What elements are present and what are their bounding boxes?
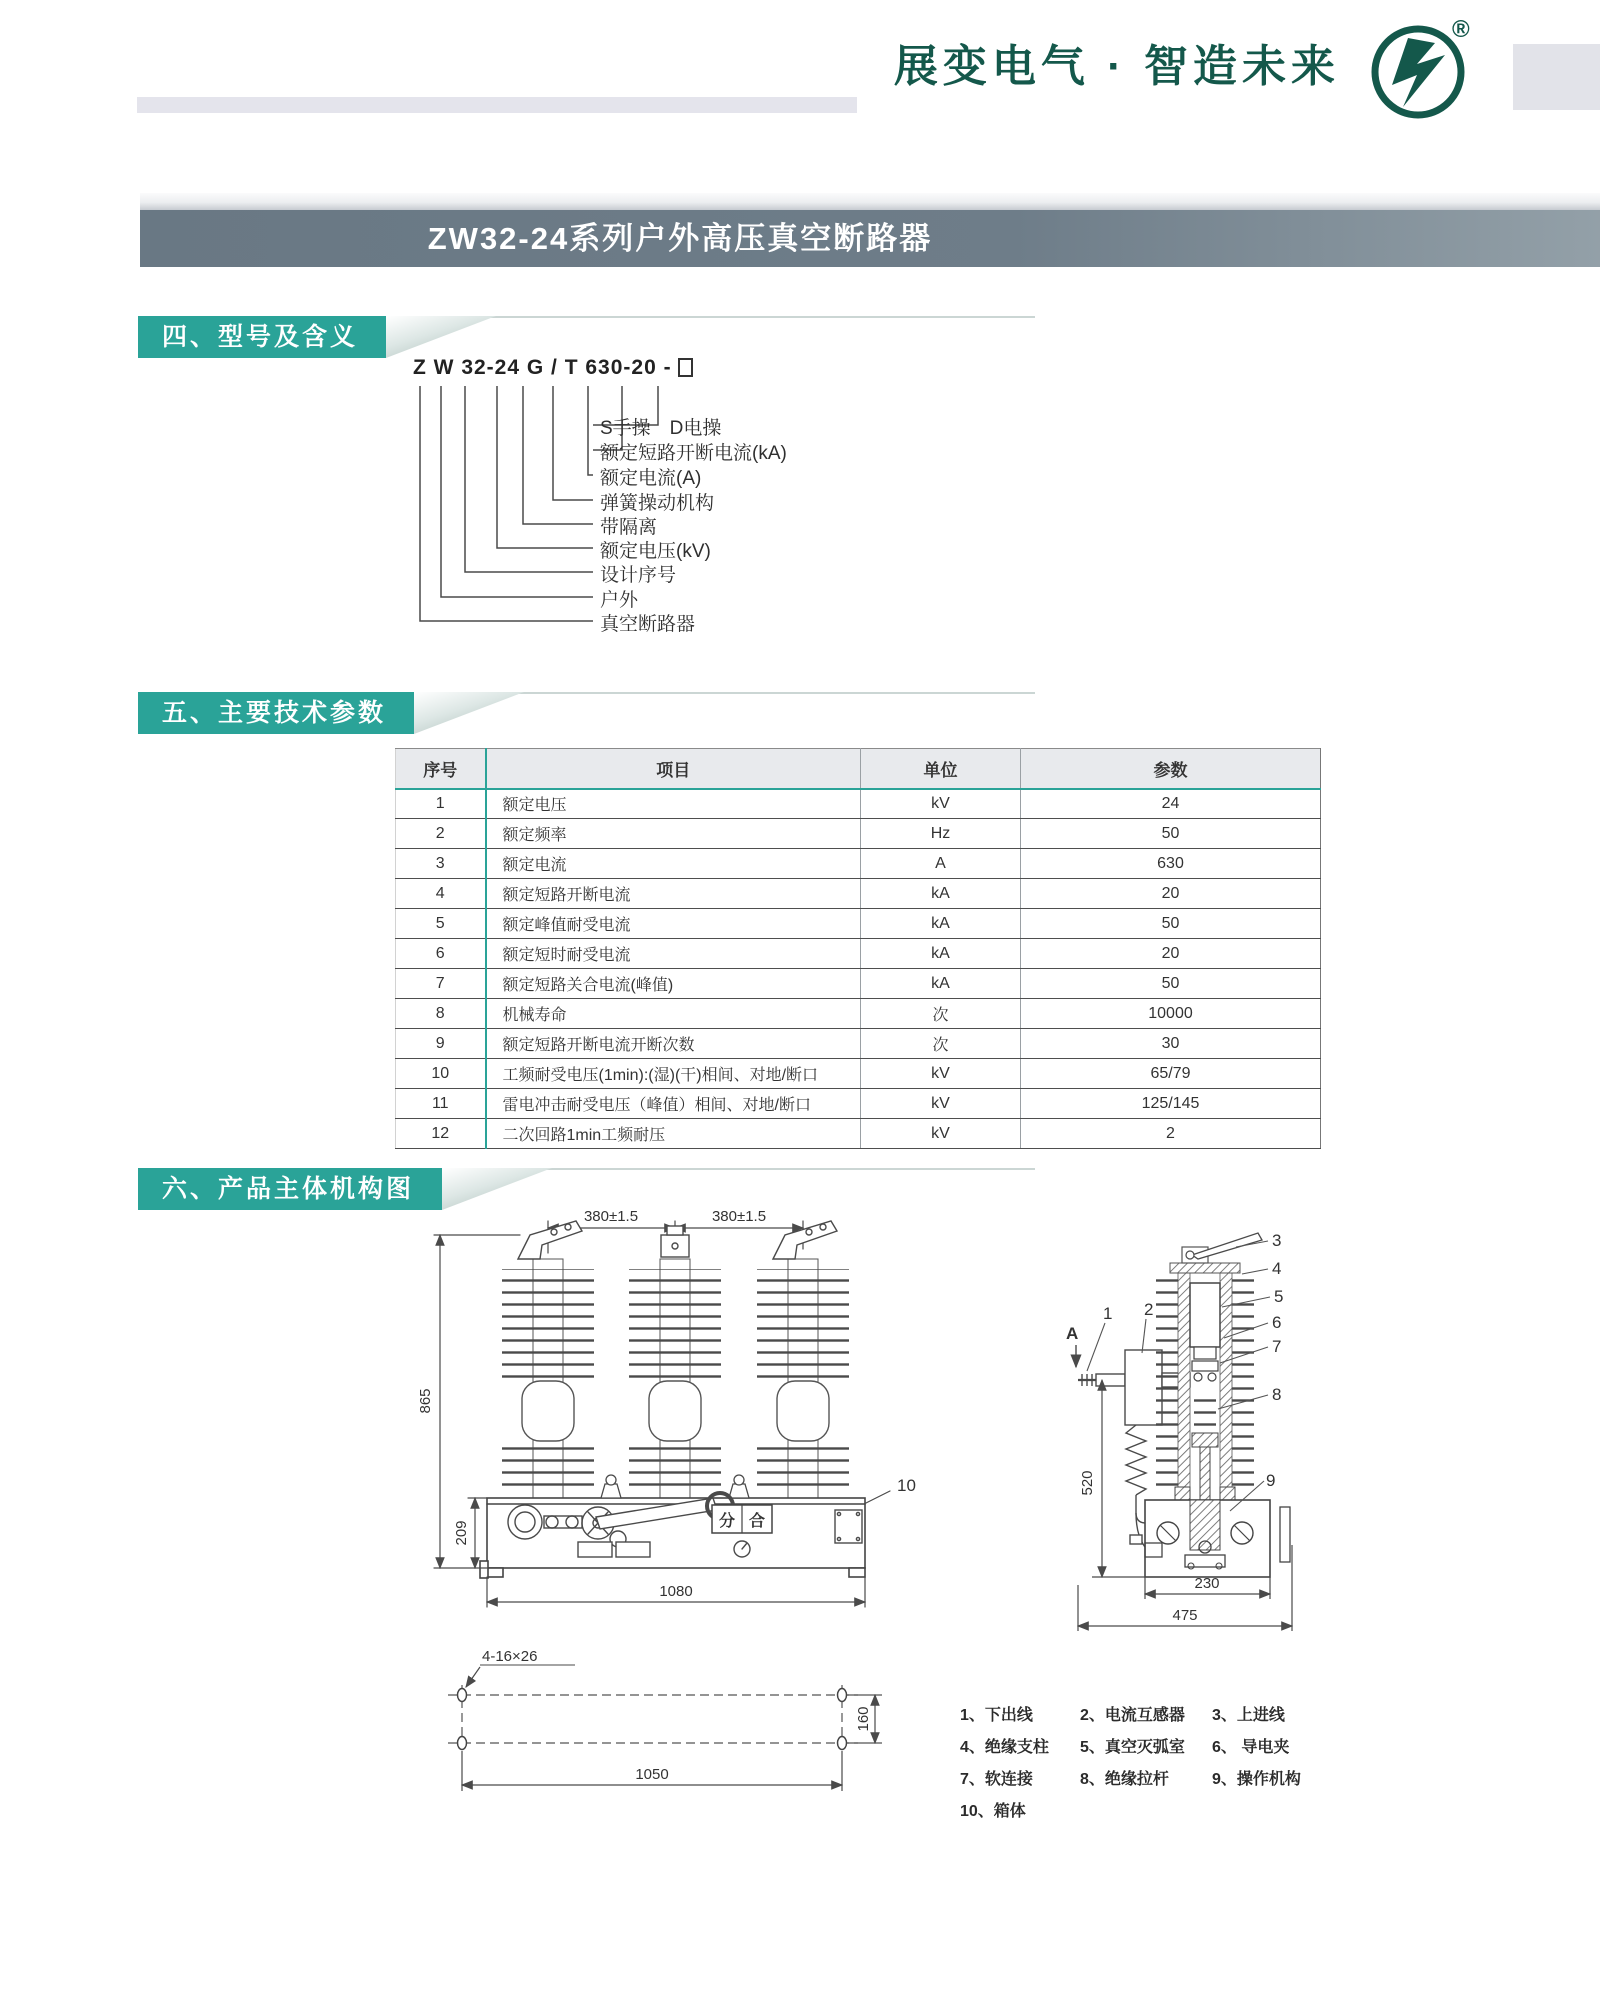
section-fold-decoration (386, 316, 496, 358)
model-label: S手操 D电操 (600, 418, 722, 439)
table-cell: 7 (396, 969, 486, 999)
table-cell: 5 (396, 909, 486, 939)
section-model (138, 316, 1038, 358)
parts-legend (960, 1702, 1320, 1830)
table-cell: kV (861, 1119, 1021, 1149)
callout-8: 8 (1272, 1385, 1282, 1404)
table-cell: 24 (1021, 789, 1321, 819)
table-cell: 工频耐受电压(1min):(湿)(干)相间、对地/断口 (486, 1059, 861, 1089)
legend-item: 1、下出线 (960, 1707, 1033, 1724)
header-divider-bar (137, 97, 857, 113)
table-row (396, 969, 1321, 999)
callout-6: 6 (1272, 1313, 1282, 1332)
table-row (396, 1059, 1321, 1089)
table-cell: 10 (396, 1059, 486, 1089)
table-cell: 630 (1021, 849, 1321, 879)
legend-item: 10、箱体 (960, 1803, 1026, 1820)
callout-3: 3 (1272, 1231, 1282, 1250)
callout-1: 1 (1103, 1304, 1113, 1323)
dim-475: 475 (1172, 1607, 1198, 1624)
table-cell: 机械寿命 (486, 999, 861, 1029)
indicator-close: 合 (748, 1513, 766, 1530)
callout-4: 4 (1272, 1259, 1282, 1278)
model-label: 额定电流(A) (600, 468, 702, 489)
table-cell: kA (861, 909, 1021, 939)
legend-row (960, 1798, 1320, 1821)
table-row (396, 999, 1321, 1029)
table-cell: 12 (396, 1119, 486, 1149)
dim-1050: 1050 (635, 1766, 669, 1783)
table-cell: 额定电压 (486, 789, 861, 819)
legend-item: 9、操作机构 (1212, 1771, 1301, 1788)
section-params (138, 692, 1038, 734)
table-row (396, 939, 1321, 969)
table-cell: 额定短路关合电流(峰值) (486, 969, 861, 999)
side-view (1066, 1231, 1292, 1631)
table-row (396, 789, 1321, 819)
model-code-placeholder-box (678, 358, 693, 377)
model-code-text: Z W 32-24 G / T 630-20 - (413, 356, 672, 379)
table-header-row (396, 749, 1321, 789)
model-label: 户外 (600, 590, 639, 611)
callout-2: 2 (1144, 1300, 1154, 1319)
table-cell: 4 (396, 879, 486, 909)
dim-160: 160 (855, 1706, 872, 1732)
table-cell: 50 (1021, 819, 1321, 849)
table-cell: 125/145 (1021, 1089, 1321, 1119)
dim-380-2: 380±1.5 (711, 1208, 767, 1225)
legend-row (960, 1702, 1320, 1725)
table-cell: 雷电冲击耐受电压（峰值）相间、对地/断口 (486, 1089, 861, 1119)
table-cell: 20 (1021, 879, 1321, 909)
table-cell: kA (861, 879, 1021, 909)
dim-380-1: 380±1.5 (583, 1208, 639, 1225)
model-label: 带隔离 (600, 517, 658, 538)
legend-item: 2、电流互感器 (1080, 1707, 1185, 1724)
model-label: 弹簧操动机构 (600, 493, 715, 514)
col-header-value: 参数 (1021, 749, 1321, 789)
page-edge-tab (1513, 44, 1600, 110)
page-title: ZW32-24系列户外高压真空断路器 (427, 221, 933, 256)
table-row (396, 849, 1321, 879)
banner-gradient-strip (140, 193, 1600, 210)
dim-520: 520 (1079, 1470, 1096, 1496)
model-label: 额定电压(kV) (600, 541, 711, 562)
registered-trademark: ® (1452, 16, 1470, 43)
table-cell: 次 (861, 999, 1021, 1029)
model-label: 设计序号 (600, 565, 677, 586)
table-cell: 10000 (1021, 999, 1321, 1029)
table-cell: 额定短路开断电流开断次数 (486, 1029, 861, 1059)
callout-7: 7 (1272, 1337, 1282, 1356)
hole-layout (448, 1648, 882, 1791)
legend-item: 7、软连接 (960, 1771, 1033, 1788)
table-cell: 额定短路开断电流 (486, 879, 861, 909)
table-row (396, 879, 1321, 909)
legend-row (960, 1766, 1320, 1789)
legend-item: 4、绝缘支柱 (960, 1739, 1049, 1756)
table-cell: 50 (1021, 969, 1321, 999)
table-row (396, 1119, 1321, 1149)
front-view (417, 1208, 916, 1607)
company-slogan: 展变电气 · 智造未来 (893, 42, 1340, 91)
table-cell: 2 (1021, 1119, 1321, 1149)
table-cell: 8 (396, 999, 486, 1029)
callout-10: 10 (897, 1476, 916, 1495)
title-banner (140, 210, 1600, 267)
parameters-table (395, 748, 1320, 1149)
section-heading-structure: 六、产品主体机构图 (138, 1168, 442, 1210)
table-cell: Hz (861, 819, 1021, 849)
section-heading-params: 五、主要技术参数 (138, 692, 414, 734)
table-cell: 65/79 (1021, 1059, 1321, 1089)
table-cell: 额定频率 (486, 819, 861, 849)
dim-230: 230 (1194, 1575, 1220, 1592)
table-cell: 额定短时耐受电流 (486, 939, 861, 969)
table-cell: kA (861, 969, 1021, 999)
table-cell: A (861, 849, 1021, 879)
model-label: 额定短路开断电流(kA) (600, 443, 787, 464)
table-cell: kV (861, 1059, 1021, 1089)
legend-item: 3、上进线 (1212, 1707, 1285, 1724)
col-header-unit: 单位 (861, 749, 1021, 789)
table-cell: 20 (1021, 939, 1321, 969)
model-label: 真空断路器 (600, 614, 696, 635)
table-cell: 11 (396, 1089, 486, 1119)
table-cell: 50 (1021, 909, 1321, 939)
table-cell: 次 (861, 1029, 1021, 1059)
legend-row (960, 1734, 1320, 1757)
params-table-body (396, 789, 1321, 1149)
section-fold-decoration (414, 692, 524, 734)
dim-209: 209 (453, 1520, 470, 1546)
table-row (396, 819, 1321, 849)
open-close-indicator (712, 1505, 772, 1533)
callout-5: 5 (1274, 1287, 1284, 1306)
table-row (396, 909, 1321, 939)
col-header-index: 序号 (396, 749, 486, 789)
table-cell: kV (861, 1089, 1021, 1119)
table-cell: kV (861, 789, 1021, 819)
indicator-open: 分 (718, 1513, 736, 1530)
col-header-item: 项目 (486, 749, 861, 789)
table-row (396, 1089, 1321, 1119)
callout-9: 9 (1266, 1471, 1276, 1490)
table-cell: kA (861, 939, 1021, 969)
table-cell: 9 (396, 1029, 486, 1059)
table-cell: 1 (396, 789, 486, 819)
view-label-a: A (1066, 1324, 1079, 1343)
dim-1080: 1080 (659, 1583, 693, 1600)
table-cell: 额定电流 (486, 849, 861, 879)
legend-item: 6、 导电夹 (1212, 1739, 1290, 1756)
table-cell: 2 (396, 819, 486, 849)
dim-hole-spec: 4-16×26 (482, 1648, 538, 1665)
table-row (396, 1029, 1321, 1059)
section-heading-model: 四、型号及含义 (138, 316, 386, 358)
table-cell: 二次回路1min工频耐压 (486, 1119, 861, 1149)
model-code (413, 356, 693, 380)
table-cell: 6 (396, 939, 486, 969)
dim-865: 865 (417, 1388, 434, 1414)
table-cell: 额定峰值耐受电流 (486, 909, 861, 939)
legend-item: 5、真空灭弧室 (1080, 1739, 1185, 1756)
legend-item: 8、绝缘拉杆 (1080, 1771, 1169, 1788)
table-cell: 3 (396, 849, 486, 879)
table-cell: 30 (1021, 1029, 1321, 1059)
